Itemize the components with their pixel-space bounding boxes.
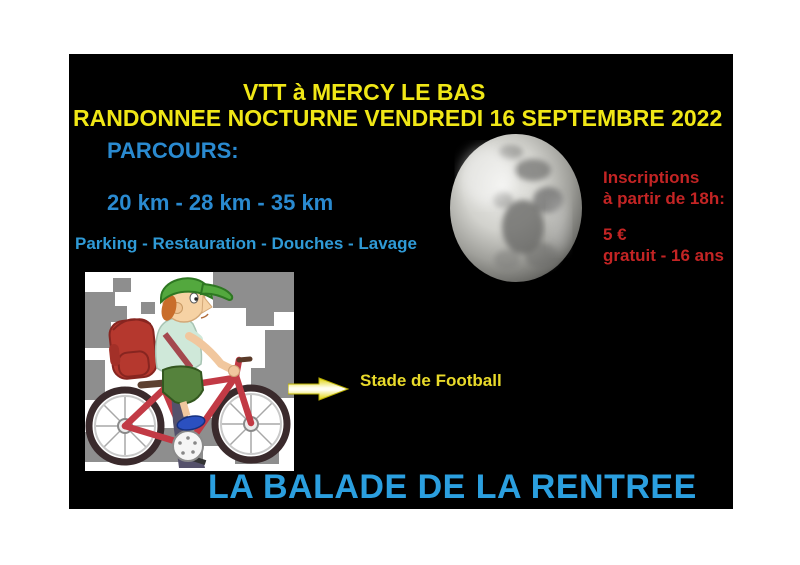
inscriptions-price: 5 € bbox=[603, 225, 627, 244]
inscriptions-free-note: gratuit - 16 ans bbox=[603, 246, 724, 265]
pupil bbox=[194, 297, 197, 300]
shirt bbox=[156, 318, 202, 374]
flyer-poster bbox=[69, 54, 733, 509]
shorts bbox=[163, 366, 203, 403]
moon-image bbox=[447, 132, 585, 284]
handlebar-grip bbox=[239, 359, 250, 360]
inscriptions-heading-line1: Inscriptions bbox=[603, 168, 700, 187]
footer-slogan: LA BALADE DE LA RENTREE bbox=[208, 468, 697, 506]
backpack bbox=[106, 317, 158, 380]
inscriptions-heading-line2: à partir de 18h: bbox=[603, 189, 725, 208]
right-arrow-icon bbox=[288, 376, 350, 402]
event-title-line2: RANDONNEE NOCTURNE VENDREDI 16 SEPTEMBRE 2022 bbox=[73, 105, 723, 131]
inscriptions-block bbox=[603, 167, 725, 266]
lower-leg bbox=[183, 402, 187, 416]
event-title-line1: VTT à MERCY LE BAS bbox=[243, 79, 486, 105]
arrow-label: Stade de Football bbox=[360, 371, 502, 390]
cyclist-image bbox=[85, 272, 294, 471]
parcours-heading: PARCOURS: bbox=[107, 138, 239, 163]
services-text: Parking - Restauration - Douches - Lavage bbox=[75, 234, 417, 253]
distances-text: 20 km - 28 km - 35 km bbox=[107, 190, 334, 215]
hand bbox=[229, 366, 240, 377]
